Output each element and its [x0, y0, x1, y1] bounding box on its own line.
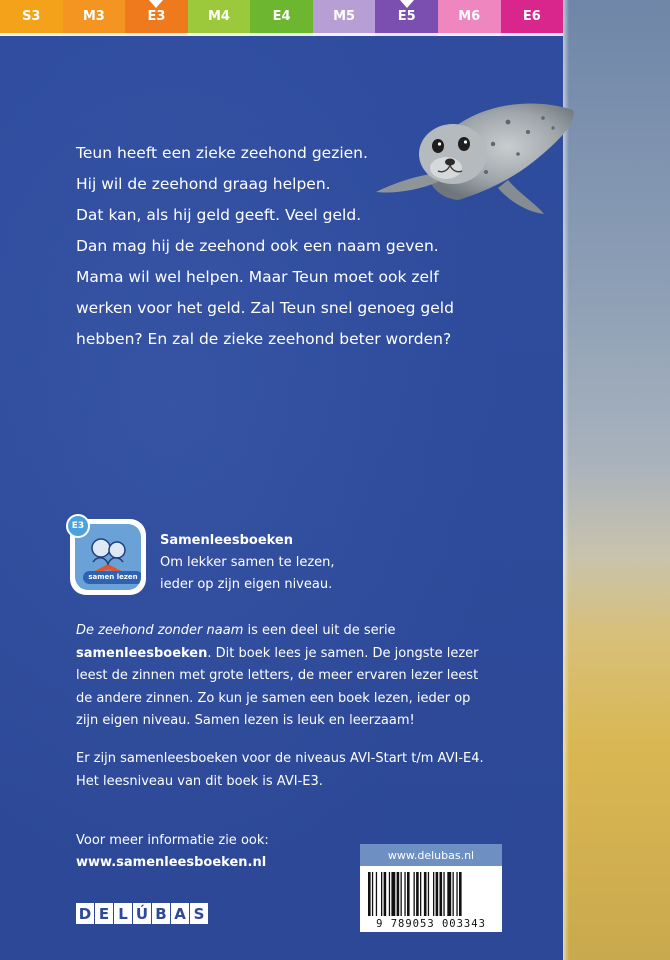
level-marker-icon — [149, 0, 163, 8]
barcode-bar — [389, 872, 390, 916]
level-label: M6 — [458, 9, 481, 24]
badge-caption: samen lezen — [83, 571, 141, 584]
about-line-4: de andere zinnen. Zo kun je samen een boek lezen, ieder op — [76, 690, 471, 706]
level-m6 — [438, 0, 501, 36]
publisher-letter: Ú — [133, 903, 151, 924]
series-info — [160, 530, 335, 596]
level-label: M3 — [82, 9, 105, 24]
barcode-box — [360, 844, 502, 932]
samen-lezen-logo — [70, 519, 146, 595]
level-e4 — [250, 0, 313, 36]
level-marker-icon — [400, 0, 414, 8]
publisher-logo — [76, 903, 208, 924]
barcode-bar — [424, 872, 427, 916]
more-info-label: Voor meer informatie zie ook: — [76, 833, 269, 848]
level-s3 — [0, 0, 63, 36]
more-info — [76, 830, 269, 874]
isbn-number: 9 789053 003343 — [376, 918, 486, 930]
publisher-website: www.delubas.nl — [360, 844, 502, 866]
about-line-1: is een deel uit de serie — [243, 623, 396, 638]
barcode-bar — [381, 872, 382, 916]
barcode-bars — [368, 872, 494, 916]
level-e5 — [375, 0, 438, 36]
avi-line-2: Het leesniveau van dit boek is AVI-E3. — [76, 773, 323, 789]
blurb-line: Mama wil wel helpen. Maar Teun moet ook zelf — [76, 268, 439, 286]
publisher-letter: D — [76, 903, 94, 924]
seal-illustration — [368, 82, 578, 232]
series-line-2: ieder op zijn eigen niveau. — [160, 577, 333, 592]
level-label: E6 — [522, 9, 541, 24]
level-m3 — [63, 0, 126, 36]
level-e3 — [125, 0, 188, 36]
level-label: E5 — [397, 9, 416, 24]
blurb-line: Dat kan, als hij geld geeft. Veel geld. — [76, 206, 362, 224]
barcode-bar — [384, 872, 387, 916]
barcode-bar — [404, 872, 405, 916]
barcode-bar — [447, 872, 451, 916]
barcode-bar — [391, 872, 395, 916]
avi-line-1: Er zijn samenleesboeken voor de niveaus AVI-Start t/m AVI-E4. — [76, 751, 484, 766]
blurb-line: Hij wil de zeehond graag helpen. — [76, 175, 331, 193]
barcode-bar — [433, 872, 434, 916]
about-line-3: leest de zinnen met grote letters, de meer ervaren lezer leest — [76, 668, 479, 683]
barcode-bar — [459, 872, 462, 916]
blurb-line: werken voor het geld. Zal Teun snel genoeg geld — [76, 299, 454, 317]
barcode-bar — [414, 872, 415, 916]
blurb-line: Dan mag hij de zeehond ook een naam geven. — [76, 237, 439, 255]
publisher-letter: A — [171, 903, 189, 924]
blurb-line: hebben? En zal de zieke zeehond beter worden? — [76, 330, 452, 348]
level-bar — [0, 0, 563, 36]
barcode-bar — [372, 872, 373, 916]
barcode-bar — [440, 872, 443, 916]
publisher-letter: S — [190, 903, 208, 924]
series-name-bold: samenleesboeken — [76, 645, 208, 661]
barcode-bar — [397, 872, 400, 916]
level-label: E3 — [147, 9, 166, 24]
barcode-bar — [376, 872, 377, 916]
website-link[interactable]: www.samenleesboeken.nl — [76, 855, 267, 870]
about-line-2: . Dit boek lees je samen. De jongste lezer — [207, 645, 479, 661]
about-paragraph — [76, 620, 516, 733]
level-label: S3 — [22, 9, 41, 24]
level-m5 — [313, 0, 376, 36]
level-label: M4 — [207, 9, 230, 24]
level-label: E4 — [272, 9, 291, 24]
barcode-bar — [416, 872, 419, 916]
barcode-bar — [453, 872, 454, 916]
barcode-bar — [401, 872, 402, 916]
badge-level: E3 — [66, 514, 90, 538]
series-line-1: Om lekker samen te lezen, — [160, 555, 335, 570]
book-title: De zeehond zonder naam — [76, 623, 244, 638]
avi-levels — [76, 748, 516, 793]
beach-illustration-strip — [563, 0, 670, 960]
barcode-bar — [443, 872, 444, 916]
barcode-bar — [407, 872, 410, 916]
publisher-letter: B — [152, 903, 170, 924]
publisher-letter: L — [114, 903, 132, 924]
barcode-bar — [456, 872, 457, 916]
barcode-bar — [420, 872, 421, 916]
level-e6 — [501, 0, 564, 36]
blurb-line: Teun heeft een zieke zeehond gezien. — [76, 144, 368, 162]
about-line-5: zijn eigen niveau. Samen lezen is leuk en leerzaam! — [76, 713, 415, 728]
publisher-letter: E — [95, 903, 113, 924]
level-m4 — [188, 0, 251, 36]
barcode-bar — [428, 872, 429, 916]
series-title: Samenleesboeken — [160, 533, 294, 548]
barcode-bar — [436, 872, 439, 916]
level-label: M5 — [333, 9, 356, 24]
barcode-bar — [368, 872, 371, 916]
